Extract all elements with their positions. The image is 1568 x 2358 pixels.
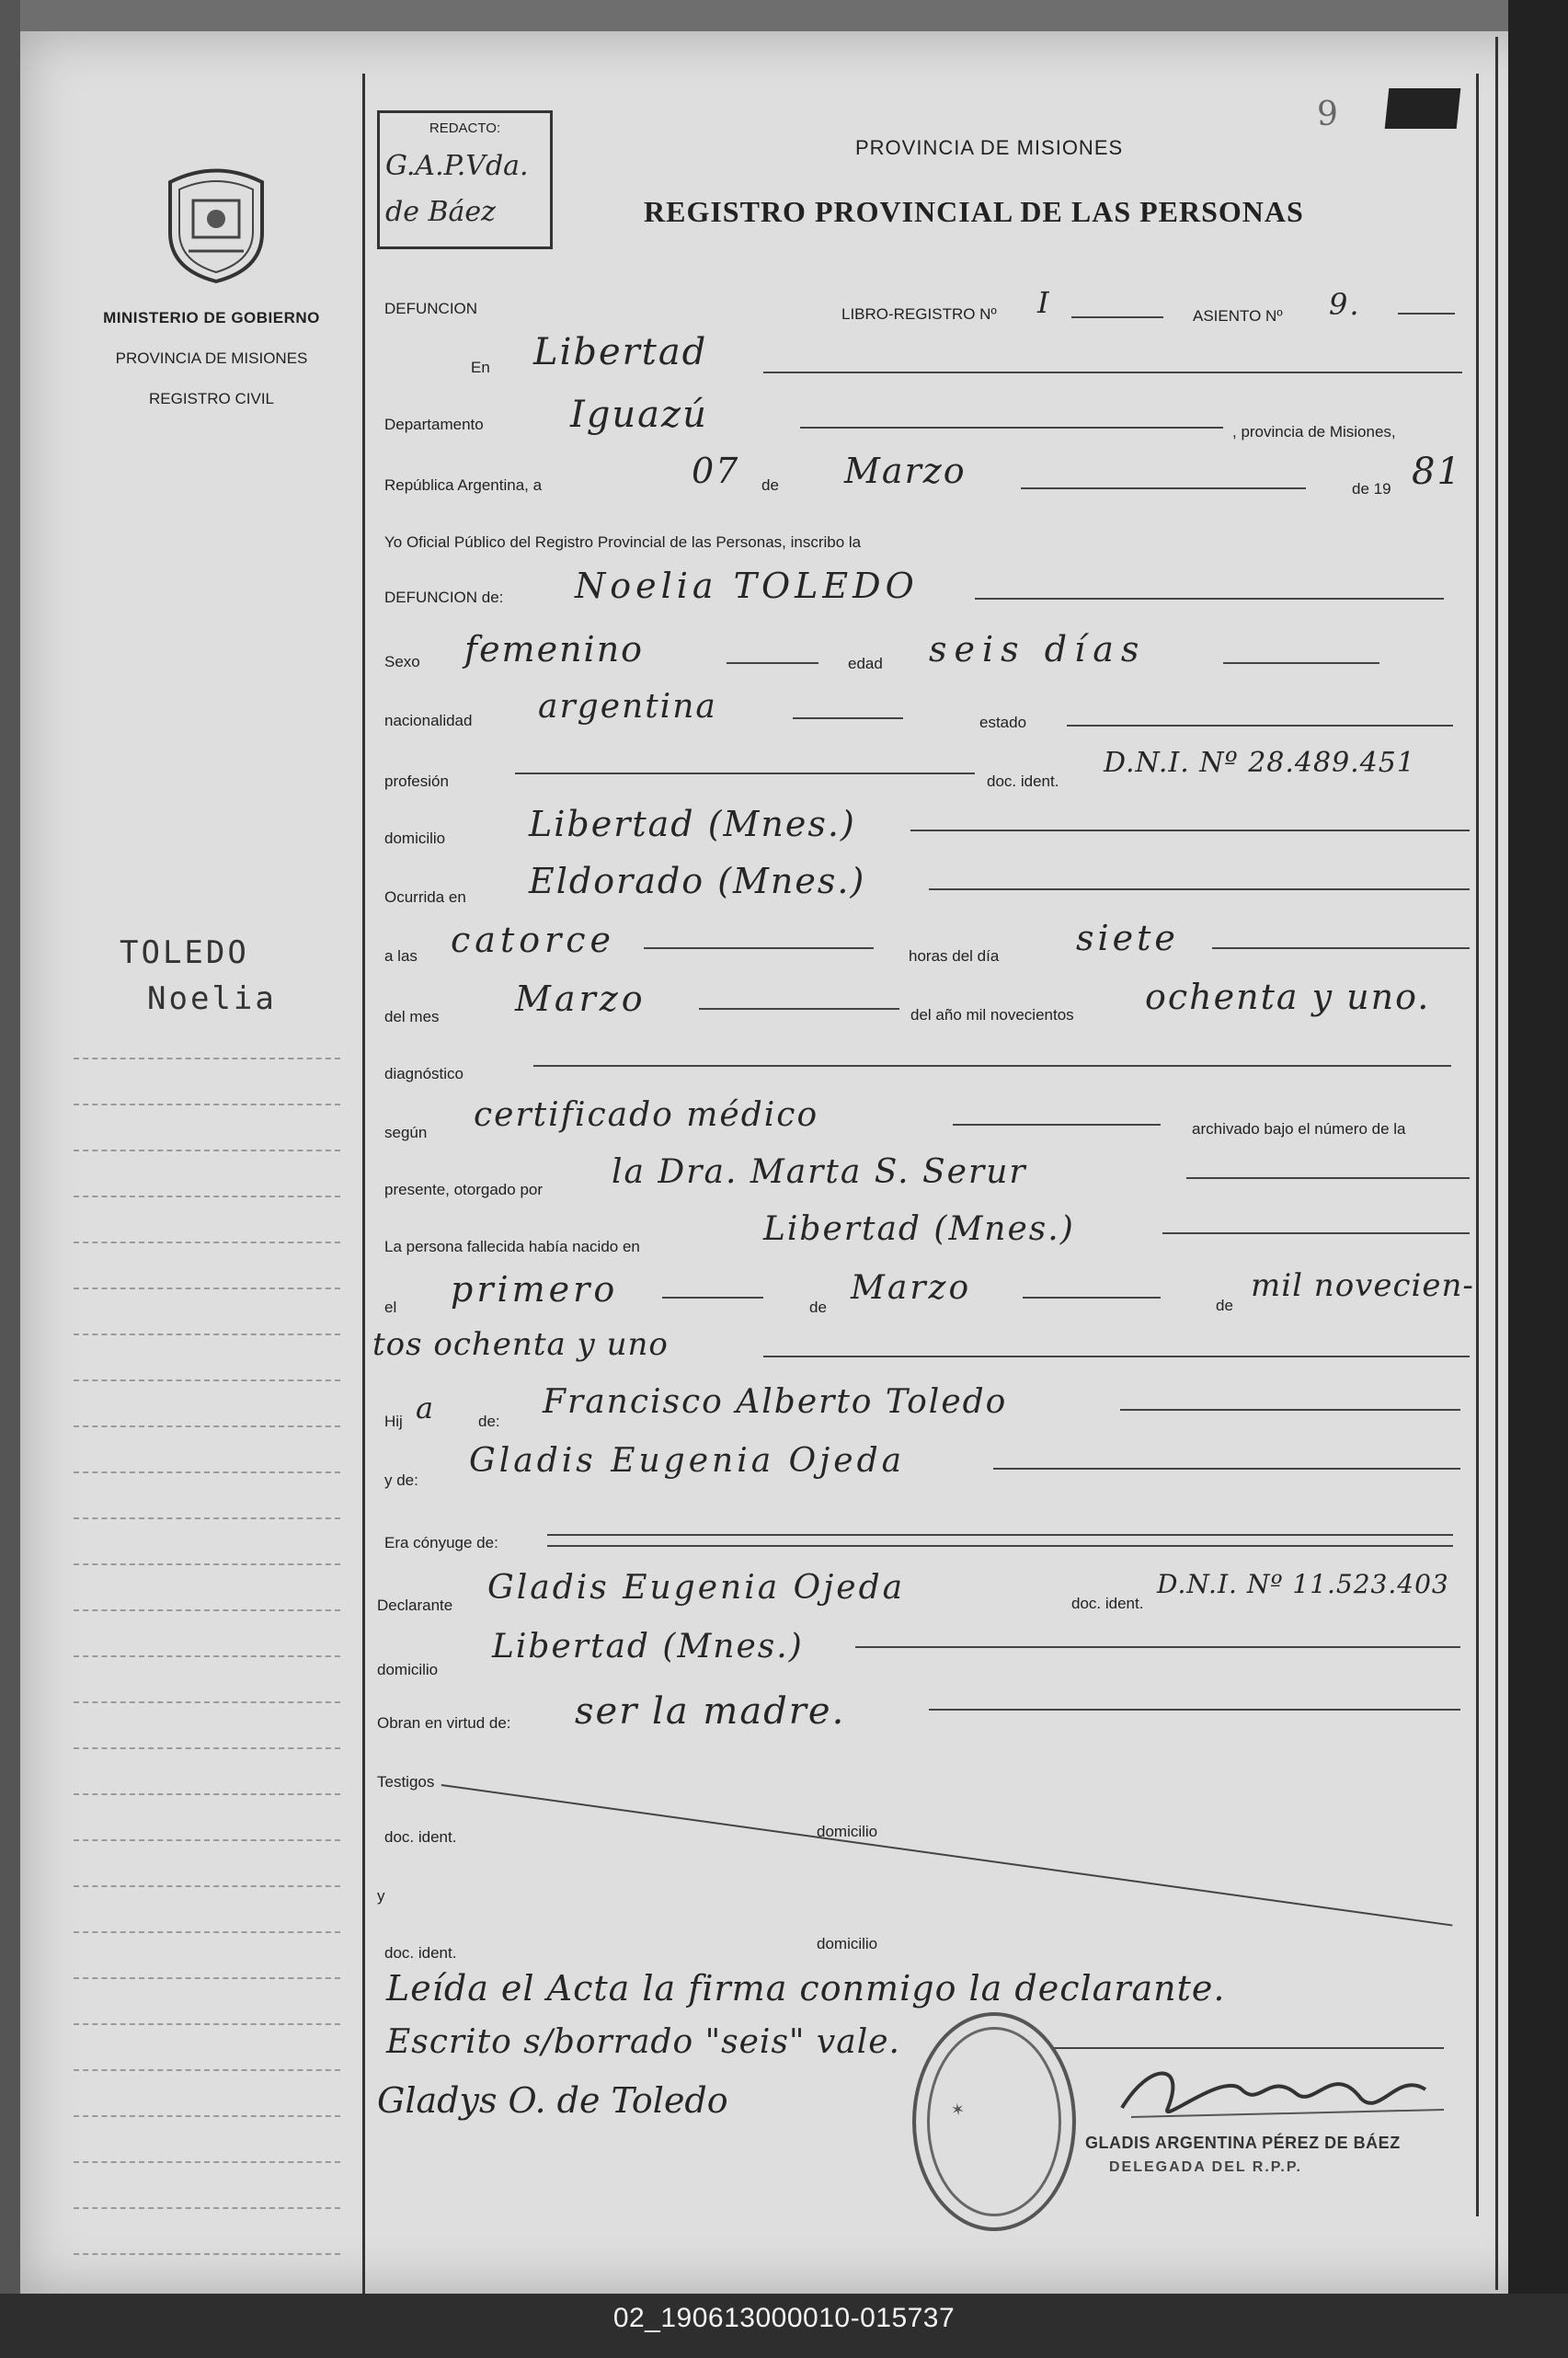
delmes-value: Marzo: [515, 979, 647, 1019]
anio-mil-label: del año mil novecientos: [910, 1006, 1074, 1024]
registry-title: REGISTRO PROVINCIAL DE LAS PERSONAS: [644, 195, 1304, 228]
fill-line: [993, 1468, 1460, 1470]
doc-ident-value: D.N.I. Nº 28.489.451: [1104, 747, 1415, 779]
page-number: 9: [1317, 96, 1338, 133]
de-label: de: [761, 476, 779, 494]
ministry-label: MINISTERIO DE GOBIERNO: [103, 309, 320, 326]
fill-line: [1186, 1177, 1470, 1179]
decl-doc-value: D.N.I. Nº 11.523.403: [1157, 1569, 1449, 1599]
father-name: Francisco Alberto Toledo: [543, 1383, 1008, 1421]
right-border: [1476, 74, 1479, 2216]
margin-ruling: [74, 1655, 340, 1657]
delmes-label: del mes: [384, 1008, 440, 1025]
defuncion-de-label: DEFUNCION de:: [384, 589, 504, 606]
oficial-statement: Yo Oficial Público del Registro Provincial de las Personas, inscribo la: [384, 533, 862, 551]
nacimiento-anio-1: mil novecien-: [1251, 1267, 1474, 1304]
obran-label: Obran en virtud de:: [377, 1714, 511, 1732]
fill-line: [644, 947, 874, 949]
decl-doc-label: doc. ident.: [1071, 1595, 1144, 1612]
fill-line: [1223, 662, 1379, 664]
margin-ruling: [74, 1058, 340, 1059]
republica-label: República Argentina, a: [384, 476, 543, 494]
fill-line: [662, 1297, 763, 1299]
margin-ruling: [74, 1931, 340, 1933]
official-name: GLADIS ARGENTINA PÉREZ DE BÁEZ: [1085, 2134, 1401, 2152]
margin-ruling: [74, 1839, 340, 1841]
en-value: Libertad: [533, 331, 708, 373]
left-column-divider: [362, 74, 365, 2294]
el-label: el: [384, 1299, 397, 1316]
fill-line: [929, 888, 1470, 890]
alas-label: a las: [384, 947, 418, 965]
ocurrida-value: Eldorado (Mnes.): [529, 861, 866, 901]
anio-mil-value: ochenta y uno.: [1145, 977, 1431, 1017]
de2-label: de: [809, 1299, 827, 1316]
margin-surname: TOLEDO: [120, 934, 249, 971]
civil-registry-label: REGISTRO CIVIL: [148, 390, 275, 407]
domicilio-value: Libertad (Mnes.): [529, 804, 856, 844]
decl-domicilio-label: domicilio: [377, 1661, 439, 1678]
redacto-label: REDACTO:: [429, 120, 501, 136]
fill-line: [1162, 1232, 1470, 1234]
diagnostico-label: diagnóstico: [384, 1065, 464, 1082]
doc-ident-label: doc. ident.: [987, 773, 1059, 790]
de19-label: de 19: [1352, 480, 1391, 498]
day-value: 07: [692, 451, 740, 491]
fill-line: [1071, 316, 1163, 318]
margin-ruling: [74, 1563, 340, 1565]
margin-ruling: [74, 1288, 340, 1289]
margin-ruling: [74, 1334, 340, 1335]
ocurrida-label: Ocurrida en: [384, 888, 466, 906]
libro-value: I: [1037, 285, 1051, 320]
fill-line: [515, 773, 975, 774]
margin-ruling: [74, 2115, 340, 2117]
official-signature-icon: [1113, 2053, 1462, 2126]
fill-line: [975, 598, 1444, 600]
fill-line: [1212, 947, 1470, 949]
en-label: En: [471, 359, 490, 376]
testigos-label: Testigos: [377, 1773, 435, 1791]
fill-line: [727, 662, 818, 664]
margin-ruling: [74, 2161, 340, 2163]
conyuge-label: Era cónyuge de:: [384, 1534, 498, 1551]
margin-ruling: [74, 2253, 340, 2255]
segun-value: certificado médico: [474, 1096, 819, 1134]
fill-line: [800, 427, 1223, 429]
hora-value: catorce: [451, 920, 616, 960]
margin-given-name: Noelia: [147, 980, 277, 1017]
province-heading: PROVINCIA DE MISIONES: [855, 136, 1124, 159]
fill-line: [547, 1534, 1453, 1536]
sexo-label: Sexo: [384, 653, 420, 670]
margin-ruling: [74, 1701, 340, 1703]
margin-ruling: [74, 1379, 340, 1381]
testigo1-domicilio-label: domicilio: [817, 1823, 878, 1840]
margin-ruling: [74, 1885, 340, 1887]
nacimiento-dia: primero: [451, 1269, 619, 1310]
margin-ruling: [74, 1977, 340, 1979]
nacimiento-anio-2: tos ochenta y uno: [372, 1326, 669, 1363]
presente-value: la Dra. Marta S. Serur: [612, 1153, 1027, 1191]
fill-line: [1021, 487, 1306, 489]
fill-line: [1120, 1409, 1460, 1411]
departamento-value: Iguazú: [570, 394, 708, 436]
margin-ruling: [74, 1609, 340, 1611]
leida-statement: Leída el Acta la firma conmigo la declarante.: [386, 1968, 1226, 2009]
nacionalidad-label: nacionalidad: [384, 712, 473, 729]
estado-label: estado: [979, 714, 1027, 731]
provincial-seal-icon: [161, 164, 271, 283]
official-title: DELEGADA DEL R.P.P.: [1109, 2159, 1302, 2175]
y-label: y: [377, 1887, 385, 1905]
page-edge-shadow: [0, 0, 20, 2358]
domicilio-label: domicilio: [384, 830, 446, 847]
fill-line: [910, 830, 1470, 831]
nacido-value: Libertad (Mnes.): [763, 1210, 1075, 1248]
margin-ruling: [74, 1104, 340, 1105]
margin-ruling: [74, 2069, 340, 2071]
yde-label: y de:: [384, 1471, 418, 1489]
fill-line: [1023, 1297, 1161, 1299]
edad-value: seis días: [929, 629, 1147, 670]
escrito-statement: Escrito s/borrado "seis" vale.: [386, 2023, 900, 2061]
hijo-suffix: a: [416, 1391, 436, 1425]
asiento-value: 9.: [1329, 287, 1361, 322]
segun-label: según: [384, 1124, 428, 1141]
edad-label: edad: [848, 655, 883, 672]
right-border-outer: [1495, 37, 1498, 2290]
official-stamp: [912, 2012, 1076, 2231]
province-label-left: PROVINCIA DE MISIONES: [115, 349, 308, 367]
presente-label: presente, otorgado por: [384, 1181, 544, 1198]
fill-line: [793, 717, 903, 719]
fill-line: [1398, 313, 1455, 315]
libro-label: LIBRO-REGISTRO Nº: [841, 305, 997, 323]
mother-name: Gladis Eugenia Ojeda: [469, 1442, 906, 1480]
margin-ruling: [74, 1471, 340, 1473]
record-type-label: DEFUNCION: [384, 300, 478, 317]
profesion-label: profesión: [384, 773, 449, 790]
de3-label: de: [1216, 1297, 1233, 1314]
archivado-label: archivado bajo el número de la: [1192, 1120, 1406, 1138]
asiento-label: ASIENTO Nº: [1193, 307, 1283, 325]
fill-line: [1039, 2047, 1444, 2049]
decl-domicilio-value: Libertad (Mnes.): [492, 1628, 804, 1665]
hijo-label: Hij: [384, 1413, 403, 1430]
nacimiento-mes: Marzo: [851, 1269, 972, 1307]
binder-edge: [1508, 0, 1568, 2299]
month-value: Marzo: [844, 451, 967, 491]
testigo1-doc-label: doc. ident.: [384, 1828, 457, 1846]
redacto-box: [377, 110, 553, 249]
margin-ruling: [74, 1196, 340, 1197]
margin-ruling: [74, 1517, 340, 1519]
fill-line: [953, 1124, 1161, 1126]
fill-line: [547, 1545, 1453, 1547]
nacido-label: La persona fallecida había nacido en: [384, 1238, 640, 1255]
image-caption: 02_190613000010-015737: [612, 2303, 956, 2333]
margin-ruling: [74, 2023, 340, 2025]
margin-ruling: [74, 2207, 340, 2209]
departamento-label: Departamento: [384, 416, 484, 433]
testigo2-domicilio-label: domicilio: [817, 1935, 878, 1952]
testigo2-doc-label: doc. ident.: [384, 1944, 457, 1962]
declarante-label: Declarante: [377, 1597, 453, 1614]
redacto-surname: de Báez: [385, 196, 496, 228]
hijo-de-label: de:: [478, 1413, 500, 1430]
fill-line: [1067, 725, 1453, 727]
obran-value: ser la madre.: [575, 1690, 846, 1733]
stamp-mark: ✶: [949, 2100, 967, 2120]
dia-texto-value: siete: [1076, 918, 1179, 958]
fill-line: [763, 1356, 1470, 1357]
sexo-value: femenino: [464, 629, 645, 670]
redaction-blot: [1385, 88, 1461, 129]
provincia-suffix: , provincia de Misiones,: [1232, 423, 1396, 441]
fill-line: [763, 372, 1462, 373]
horas-label: horas del día: [909, 947, 1000, 965]
margin-ruling: [74, 1425, 340, 1427]
redacto-initials: G.A.P.Vda.: [385, 150, 529, 182]
margin-ruling: [74, 1747, 340, 1749]
margin-ruling: [74, 1150, 340, 1151]
fill-line: [533, 1065, 1451, 1067]
year-value: 81: [1412, 451, 1462, 493]
declarante-value: Gladis Eugenia Ojeda: [487, 1569, 906, 1607]
margin-ruling: [74, 1242, 340, 1243]
margin-ruling: [74, 1793, 340, 1795]
fill-line: [855, 1646, 1460, 1648]
fill-line: [929, 1709, 1460, 1711]
declarante-signature: Gladys O. de Toledo: [377, 2080, 728, 2121]
nacionalidad-value: argentina: [538, 688, 717, 726]
deceased-name: Noelia TOLEDO: [575, 566, 919, 606]
fill-line: [699, 1008, 899, 1010]
